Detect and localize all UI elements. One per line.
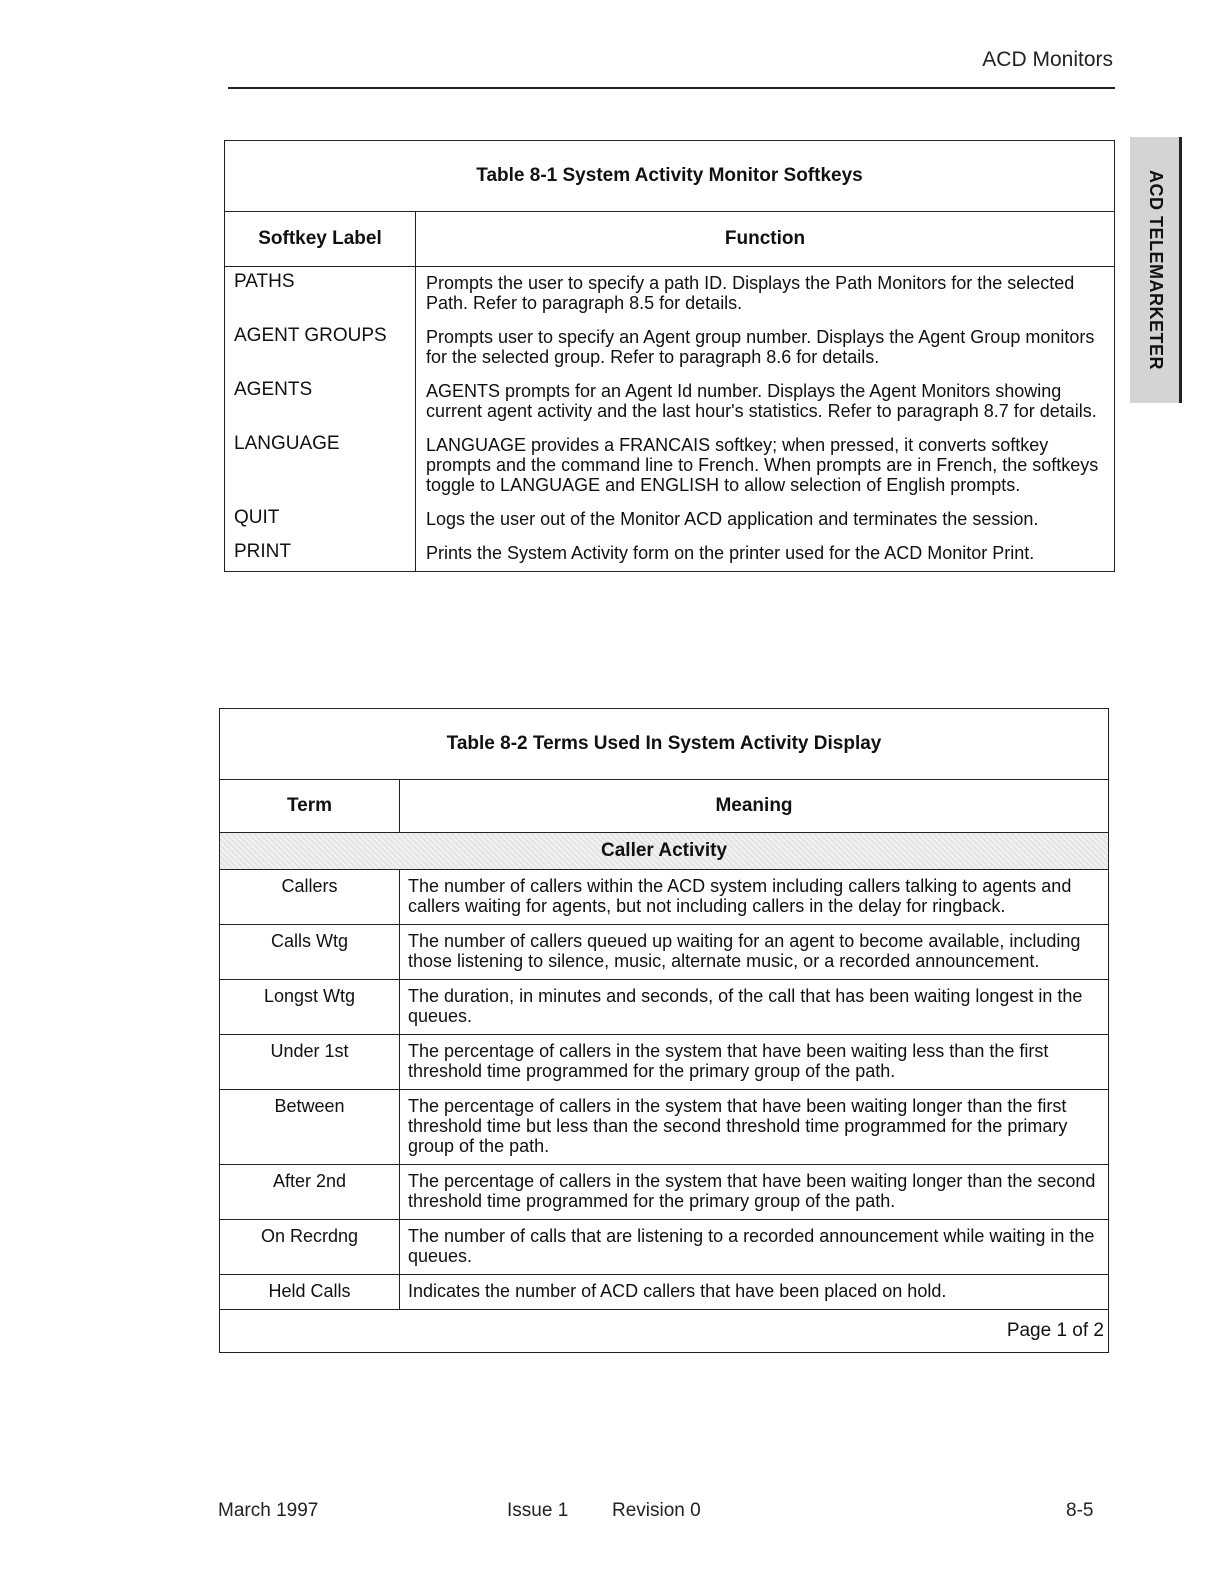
term-cell: On Recrdng [220, 1220, 400, 1275]
softkey-label: PATHS [225, 267, 416, 322]
meaning-cell: The number of calls that are listening to a recorded announcement while waiting in the queues. [400, 1220, 1109, 1275]
table-row [220, 980, 1109, 1035]
meaning-cell: Indicates the number of ACD callers that have been placed on hold. [400, 1275, 1109, 1310]
table-page-indicator: Page 1 of 2 [220, 1310, 1109, 1353]
table-row [220, 1275, 1109, 1310]
softkey-function: Prints the System Activity form on the printer used for the ACD Monitor Print. [416, 537, 1115, 572]
meaning-cell: The percentage of callers in the system that have been waiting less than the first threshold time programmed for the primary group of the path. [400, 1035, 1109, 1090]
terms-table [219, 708, 1109, 1353]
softkey-label: AGENT GROUPS [225, 321, 416, 375]
table-row [220, 925, 1109, 980]
meaning-cell: The number of callers queued up waiting for an agent to become available, including those listening to silence, music, alternate music, or a recorded announcement. [400, 925, 1109, 980]
section-thumb-tab [1130, 137, 1182, 403]
table-row [220, 1220, 1109, 1275]
softkey-function: Prompts user to specify an Agent group number. Displays the Agent Group monitors for the selected group. Refer to paragraph 8.6 for details. [416, 321, 1115, 375]
table-row [225, 375, 1115, 429]
footer-page-number: 8-5 [1066, 1500, 1094, 1521]
table-row [220, 1090, 1109, 1165]
column-header-function: Function [416, 212, 1115, 267]
softkeys-table-caption: Table 8-1 System Activity Monitor Softkeys [225, 141, 1115, 212]
table-row [225, 267, 1115, 322]
softkey-function: Prompts the user to specify a path ID. Displays the Path Monitors for the selected Path. Refer to paragraph 8.5 for details. [416, 267, 1115, 322]
softkey-function: Logs the user out of the Monitor ACD application and terminates the session. [416, 503, 1115, 537]
footer-date: March 1997 [218, 1500, 319, 1521]
header-rule [228, 87, 1115, 89]
table-row [225, 503, 1115, 537]
column-header-term: Term [220, 780, 400, 833]
section-thumb-tab-label: ACD TELEMARKETER [1146, 170, 1167, 370]
terms-table-caption: Table 8-2 Terms Used In System Activity Display [220, 709, 1109, 780]
term-cell: Under 1st [220, 1035, 400, 1090]
term-cell: Held Calls [220, 1275, 400, 1310]
table-row [220, 870, 1109, 925]
table-row [225, 537, 1115, 572]
term-cell: Between [220, 1090, 400, 1165]
softkey-label: LANGUAGE [225, 429, 416, 503]
softkey-function: AGENTS prompts for an Agent Id number. Displays the Agent Monitors showing current agent activity and the last hour's statistics. Refer to paragraph 8.7 for details. [416, 375, 1115, 429]
softkey-function: LANGUAGE provides a FRANCAIS softkey; when pressed, it converts softkey prompts and the command line to French. When prompts are in French, the softkeys toggle to LANGUAGE and ENGLISH to allow selection of English prompts. [416, 429, 1115, 503]
softkey-label: PRINT [225, 537, 416, 572]
column-header-softkey-label: Softkey Label [225, 212, 416, 267]
column-header-meaning: Meaning [400, 780, 1109, 833]
table-row [220, 1165, 1109, 1220]
meaning-cell: The duration, in minutes and seconds, of the call that has been waiting longest in the queues. [400, 980, 1109, 1035]
table-row [220, 1035, 1109, 1090]
term-cell: Callers [220, 870, 400, 925]
meaning-cell: The number of callers within the ACD system including callers talking to agents and callers waiting for agents, but not including callers in the delay for ringback. [400, 870, 1109, 925]
term-cell: Calls Wtg [220, 925, 400, 980]
softkey-label: AGENTS [225, 375, 416, 429]
footer-revision: Revision 0 [612, 1500, 701, 1521]
softkeys-table [224, 140, 1115, 572]
term-cell: Longst Wtg [220, 980, 400, 1035]
meaning-cell: The percentage of callers in the system that have been waiting longer than the second threshold time programmed for the primary group of the path. [400, 1165, 1109, 1220]
table-row [225, 429, 1115, 503]
meaning-cell: The percentage of callers in the system that have been waiting longer than the first threshold time but less than the second threshold time programmed for the primary group of the path. [400, 1090, 1109, 1165]
softkey-label: QUIT [225, 503, 416, 537]
table-row [225, 321, 1115, 375]
term-cell: After 2nd [220, 1165, 400, 1220]
running-header-title: ACD Monitors [982, 48, 1113, 71]
footer-issue: Issue 1 [507, 1500, 569, 1521]
section-header-caller-activity: Caller Activity [220, 833, 1109, 870]
